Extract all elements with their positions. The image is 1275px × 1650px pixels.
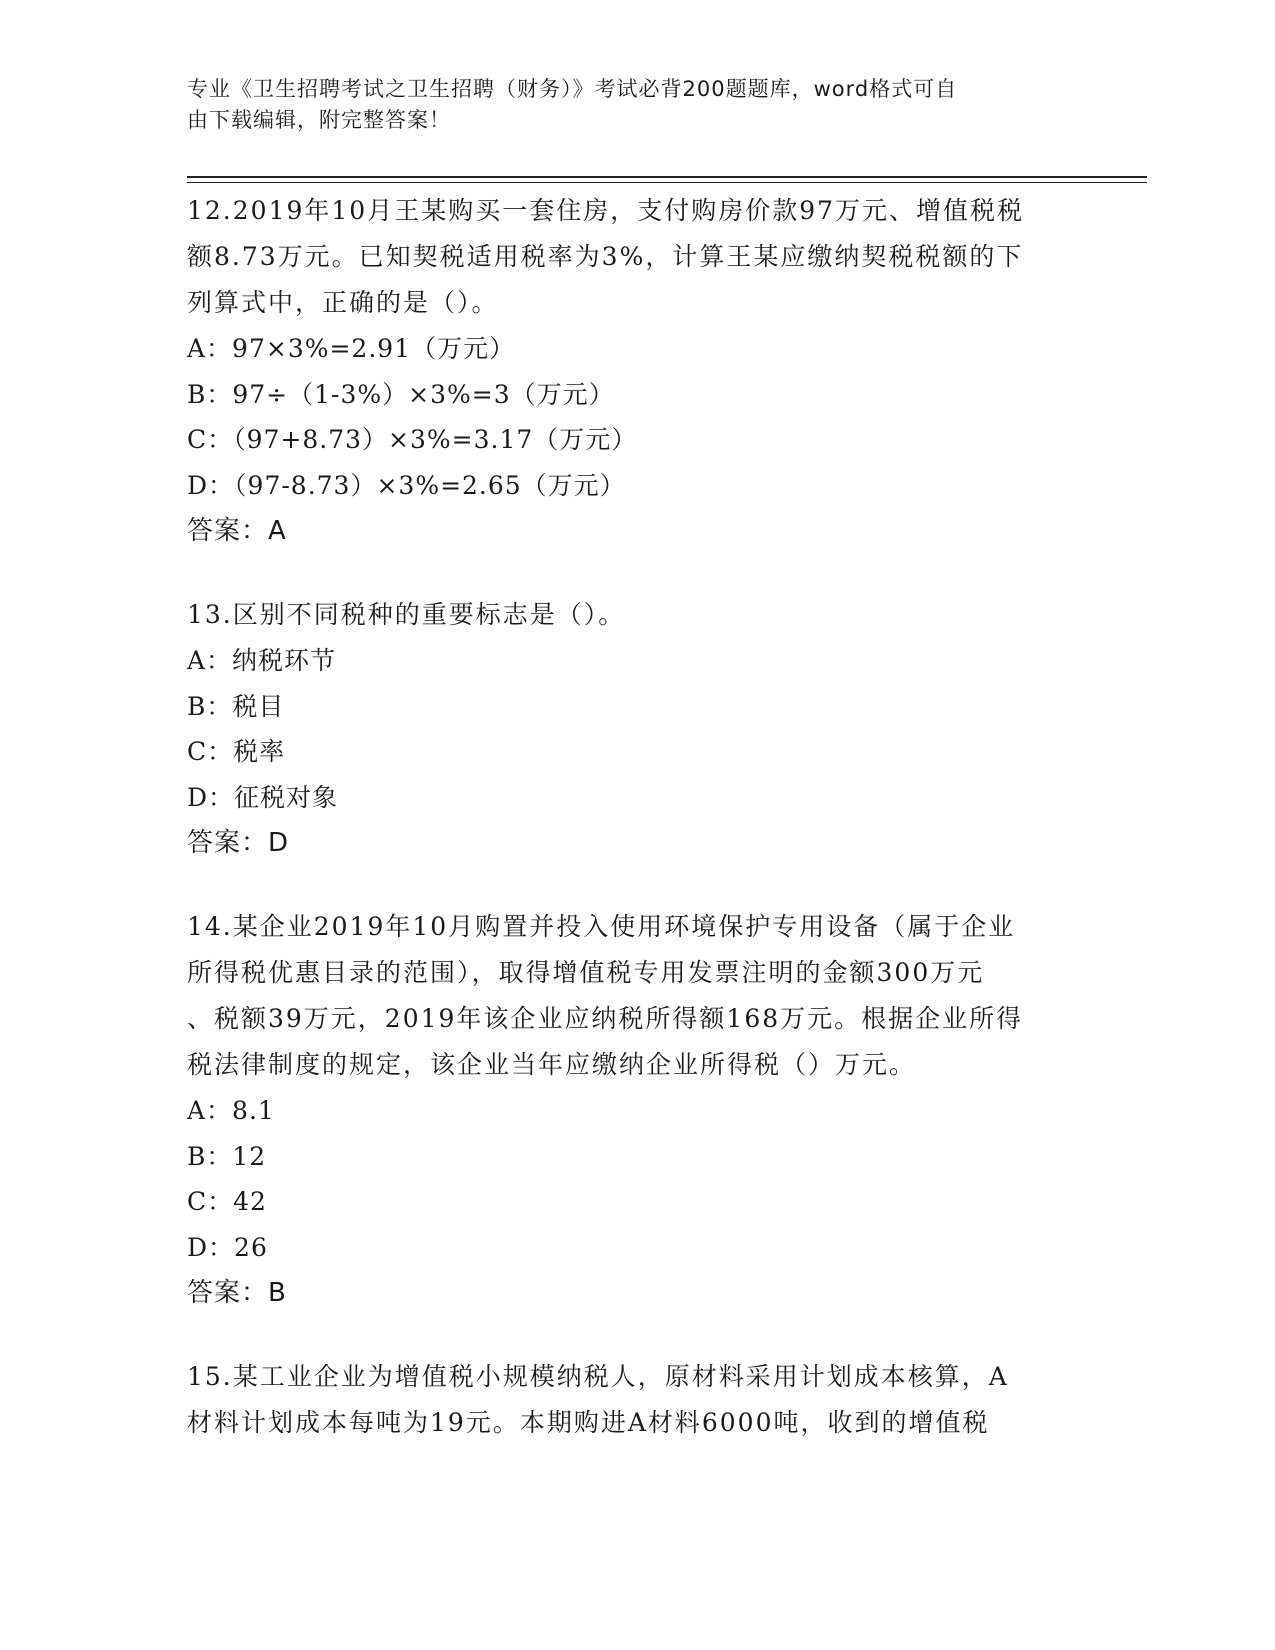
header-rule-thin	[187, 182, 1147, 183]
question-text-line: 13.区别不同税种的重要标志是（）。	[187, 600, 626, 629]
question-text-line: 材料计划成本每吨为19元。本期购进A材料6000吨，收到的增值税	[187, 1408, 990, 1437]
question-text-line: 、税额39万元，2019年该企业应纳税所得额168万元。根据企业所得	[187, 1004, 1024, 1033]
option-c: C：（97+8.73）×3%=3.17（万元）	[187, 425, 638, 454]
question-15	[187, 1354, 1087, 1446]
question-text-line: 额8.73万元。已知契税适用税率为3%，计算王某应缴纳契税税额的下	[187, 242, 1024, 271]
option-d: D：（97-8.73）×3%=2.65（万元）	[187, 470, 626, 500]
question-text-line: 税法律制度的规定，该企业当年应缴纳企业所得税（）万元。	[187, 1050, 917, 1079]
question-text-line: 15.某工业企业为增值税小规模纳税人，原材料采用计划成本核算，A	[187, 1362, 1009, 1391]
question-14	[187, 904, 1087, 1316]
option-a: A：97×3%=2.91（万元）	[187, 334, 516, 363]
answer: 答案：B	[187, 1278, 287, 1308]
header-line-2: 由下载编辑，附完整答案！	[187, 108, 451, 132]
option-d: D：26	[187, 1232, 268, 1262]
option-b: B：税目	[187, 691, 285, 721]
answer: 答案：D	[187, 828, 290, 858]
question-text-line: 列算式中，正确的是（）。	[187, 288, 499, 317]
question-12	[187, 188, 1087, 554]
question-text-line: 14.某企业2019年10月购置并投入使用环境保护专用设备（属于企业	[187, 912, 1016, 941]
option-c: C：42	[187, 1187, 267, 1216]
header-rule-thick	[187, 176, 1147, 178]
option-a: A：8.1	[187, 1096, 275, 1125]
option-b: B：97÷（1-3%）×3%=3（万元）	[187, 379, 615, 409]
option-b: B：12	[187, 1141, 267, 1171]
header-line-1: 专业《卫生招聘考试之卫生招聘（财务）》考试必背200题题库，word格式可自	[187, 77, 958, 101]
option-d: D：征税对象	[187, 782, 339, 812]
question-13	[187, 592, 1087, 866]
answer: 答案：A	[187, 516, 287, 546]
question-list	[187, 188, 1087, 1484]
option-c: C：税率	[187, 737, 286, 766]
question-text-line: 12.2019年10月王某购买一套住房，支付购房价款97万元、增值税税	[187, 196, 1025, 225]
document-header	[187, 74, 1067, 136]
option-a: A：纳税环节	[187, 646, 337, 675]
question-text-line: 所得税优惠目录的范围），取得增值税专用发票注明的金额300万元	[187, 958, 985, 987]
